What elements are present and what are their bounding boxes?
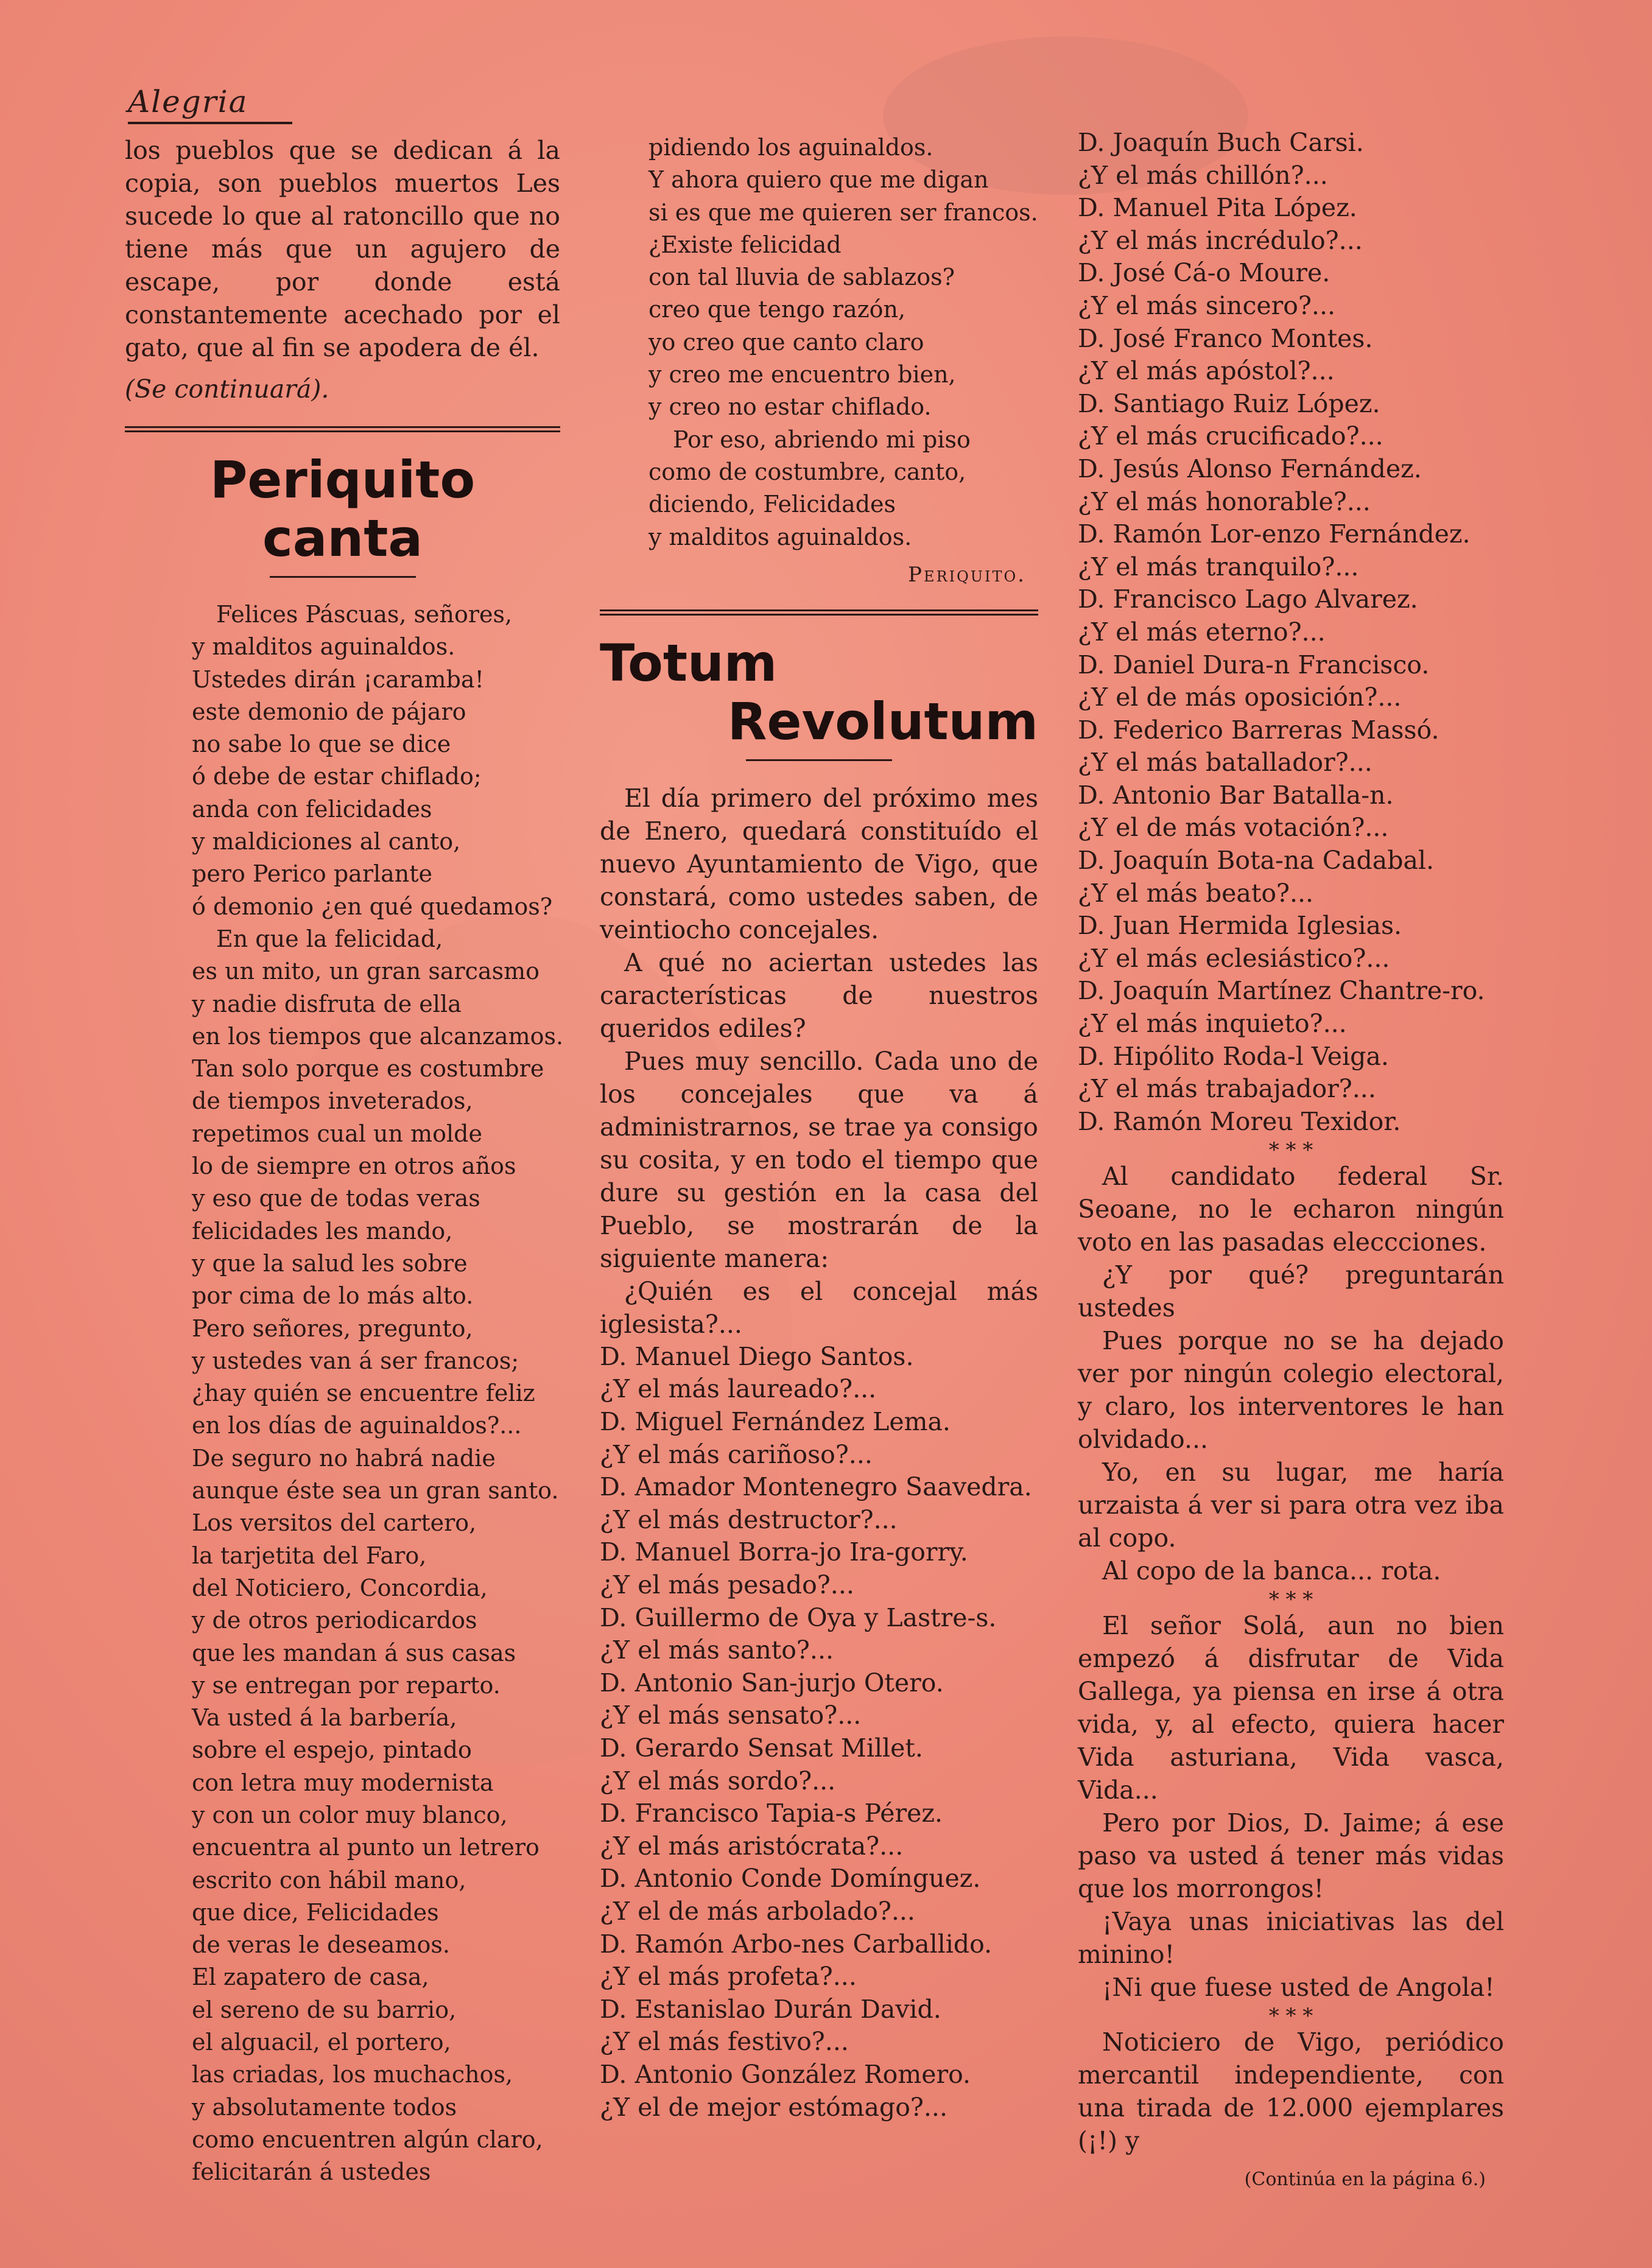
signature: Periquito. bbox=[908, 562, 1026, 587]
title-underline bbox=[270, 576, 416, 578]
paragraph: Pues muy sencillo. Cada uno de los concejales que va á administrarnos, se trae ya consigo su cosita, y en todo el tiempo que dure su gestión en la casa del Pueblo, se mostrarán de la siguiente manera: bbox=[600, 1046, 1038, 1273]
list-item: D. José Cá-o Moure. bbox=[1078, 258, 1330, 288]
list-item: ¿Y el de más arbolado?... bbox=[600, 1896, 915, 1926]
list-item: D. Jesús Alonso Fernández. bbox=[1078, 454, 1422, 483]
verse-line: encuentra al punto un letrero bbox=[192, 1834, 540, 1861]
verse-line: de veras le deseamos. bbox=[192, 1931, 450, 1959]
article-title-revolutum: Revolutum bbox=[727, 691, 1038, 751]
paragraph: ¡Ni que fuese usted de Angola! bbox=[1102, 1973, 1495, 2003]
paragraph: Pero por Dios, D. Jaime; á ese paso va usted á tener más vidas que los morrongos! bbox=[1078, 1808, 1504, 1904]
list-item: ¿Y el más eterno?... bbox=[1078, 617, 1326, 647]
paragraph: Yo, en su lugar, me haría urzaista á ver si para otra vez iba al copo. bbox=[1078, 1458, 1504, 1553]
list-item: D. Ramón Lor-enzo Fernández. bbox=[1078, 519, 1471, 549]
list-item: ¿Y el más incrédulo?... bbox=[1078, 225, 1363, 255]
verse-line: es un mito, un gran sarcasmo bbox=[192, 958, 540, 985]
verse-line: la tarjetita del Faro, bbox=[192, 1542, 427, 1569]
verse-line: y ustedes van á ser francos; bbox=[192, 1347, 519, 1374]
list-item: D. Hipólito Roda-l Veiga. bbox=[1078, 1041, 1389, 1071]
list-item: ¿Y el más santo?... bbox=[600, 1635, 834, 1665]
verse-line: sobre el espejo, pintado bbox=[192, 1736, 472, 1764]
list-item: ¿Y el más laureado?... bbox=[600, 1374, 877, 1404]
verse-line: En que la felicidad, bbox=[216, 925, 443, 952]
list-item: D. Guillermo de Oya y Lastre-s. bbox=[600, 1603, 997, 1632]
verse-line: y creo no estar chiflado. bbox=[648, 393, 932, 421]
section-stars: * * * bbox=[1268, 1587, 1313, 1612]
list-item: ¿Y el más honorable?... bbox=[1078, 486, 1371, 516]
verse-line: como de costumbre, canto, bbox=[648, 458, 966, 485]
verse-line: y de otros periodicardos bbox=[192, 1607, 477, 1634]
verse-line: El zapatero de casa, bbox=[192, 1964, 429, 1991]
verse-line: yo creo que canto claro bbox=[648, 328, 924, 356]
verse-line: escrito con hábil mano, bbox=[192, 1866, 466, 1894]
verse-line: y eso que de todas veras bbox=[192, 1185, 480, 1212]
list-item: ¿Y el más eclesiástico?... bbox=[1078, 943, 1390, 973]
list-item: D. Santiago Ruiz López. bbox=[1078, 388, 1380, 418]
verse-line: y malditos aguinaldos. bbox=[192, 633, 455, 661]
verse-line: en los días de aguinaldos?... bbox=[192, 1412, 522, 1439]
article-title-periquito: Periquito canta bbox=[209, 450, 476, 568]
verse-line: del Noticiero, Concordia, bbox=[192, 1574, 488, 1601]
list-item: ¿Y el más apóstol?... bbox=[1078, 356, 1335, 386]
verse-line: que dice, Felicidades bbox=[192, 1898, 439, 1926]
paragraph: ¿Quién es el concejal más iglesista?... bbox=[600, 1276, 1038, 1339]
list-item: D. Joaquín Buch Carsi. bbox=[1078, 128, 1364, 157]
to-be-continued: (Se continuará). bbox=[125, 374, 329, 404]
list-item: D. Ramón Moreu Texidor. bbox=[1078, 1106, 1401, 1136]
list-item: D. Estanislao Durán David. bbox=[600, 1994, 941, 2024]
verse-line: no sabe lo que se dice bbox=[192, 731, 451, 758]
verse-line: y maldiciones al canto, bbox=[192, 828, 461, 855]
list-item: ¿Y el más cariñoso?... bbox=[600, 1439, 873, 1469]
verse-line: lo de siempre en otros años bbox=[192, 1153, 516, 1180]
list-item: D. Federico Barreras Massó. bbox=[1078, 715, 1439, 745]
verse-line: si es que me quieren ser francos. bbox=[648, 198, 1038, 226]
list-item: ¿Y el más sordo?... bbox=[600, 1766, 836, 1796]
continued-paragraph: los pueblos que se dedican á la copia, son pueblos muertos Les sucede lo que al ratoncillo que no tiene más que un agujero de escape, por donde está constantemente acechado por el gato, que al fin se apodera de él. bbox=[125, 136, 560, 362]
verse-line: y nadie disfruta de ella bbox=[192, 990, 462, 1017]
section-stars: * * * bbox=[1268, 2004, 1313, 2029]
verse-line: como encuentren algún claro, bbox=[192, 2126, 543, 2153]
list-item: ¿Y el más festivo?... bbox=[600, 2027, 849, 2057]
list-item: ¿Y el más beato?... bbox=[1078, 878, 1314, 908]
list-item: D. Manuel Diego Santos. bbox=[600, 1341, 914, 1371]
list-item: ¿Y el más sincero?... bbox=[1078, 290, 1336, 320]
paragraph: ¿Y por qué? preguntarán ustedes bbox=[1078, 1260, 1504, 1323]
verse-line: y malditos aguinaldos. bbox=[648, 523, 912, 550]
verse-line: y con un color muy blanco, bbox=[192, 1801, 508, 1828]
verse-line: Felices Páscuas, señores, bbox=[216, 601, 513, 628]
verse-line: de tiempos inveterados, bbox=[192, 1087, 473, 1115]
section-divider bbox=[600, 609, 1038, 616]
verse-line: ó demonio ¿en qué quedamos? bbox=[192, 893, 553, 920]
verse-line: ¿Existe felicidad bbox=[648, 231, 842, 258]
list-item: ¿Y el más sensato?... bbox=[600, 1701, 862, 1730]
paragraph: Pues porque no se ha dejado ver por ningún colegio electoral, y claro, los interventores le han olvidado... bbox=[1078, 1326, 1504, 1455]
list-item: D. José Franco Montes. bbox=[1078, 323, 1373, 353]
verse-line: y absolutamente todos bbox=[192, 2093, 457, 2121]
verse-line: y creo me encuentro bien, bbox=[648, 361, 956, 388]
title-underline bbox=[746, 759, 892, 761]
paragraph: A qué no aciertan ustedes las características de nuestros queridos ediles? bbox=[600, 947, 1038, 1043]
verse-line: aunque éste sea un gran santo. bbox=[192, 1477, 559, 1504]
verse-line: Por eso, abriendo mi piso bbox=[673, 426, 971, 453]
list-item: D. Antonio Bar Batalla-n. bbox=[1078, 780, 1394, 810]
paragraph: Al copo de la banca... rota. bbox=[1102, 1556, 1441, 1586]
list-item: D. Antonio González Romero. bbox=[600, 2059, 971, 2089]
seoane-note bbox=[1078, 1160, 1504, 1587]
list-item: D. Francisco Tapia-s Pérez. bbox=[600, 1799, 943, 1828]
list-item: D. Gerardo Sensat Millet. bbox=[600, 1733, 923, 1763]
verse-line: De seguro no habrá nadie bbox=[192, 1444, 496, 1472]
verse-line: pidiendo los aguinaldos. bbox=[648, 134, 933, 161]
list-item: ¿Y el más aristócrata?... bbox=[600, 1831, 904, 1861]
verse-line: ó debe de estar chiflado; bbox=[192, 763, 482, 790]
list-item: ¿Y el de más oposición?... bbox=[1078, 683, 1402, 712]
list-item: ¿Y el más crucificado?... bbox=[1078, 421, 1383, 451]
masthead: Alegria bbox=[128, 84, 292, 124]
paragraph: Noticiero de Vigo, periódico mercantil independiente, con una tirada de 12.000 ejemplares (¡!) y bbox=[1078, 2028, 1504, 2156]
list-item: ¿Y el más chillón?... bbox=[1078, 160, 1328, 190]
list-item: ¿Y el más profeta?... bbox=[600, 1962, 857, 1992]
list-item: ¿Y el más inquieto?... bbox=[1078, 1009, 1347, 1039]
verse-line: creo que tengo razón, bbox=[648, 296, 906, 323]
verse-line: en los tiempos que alcanzamos. bbox=[192, 1022, 564, 1050]
list-item: D. Ramón Arbo-nes Carballido. bbox=[600, 1929, 993, 1959]
verse-line: por cima de lo más alto. bbox=[192, 1282, 474, 1310]
verse-line: las criadas, los muchachos, bbox=[192, 2061, 513, 2088]
list-item: ¿Y el de mejor estómago?... bbox=[600, 2092, 947, 2122]
verse-line: que les mandan á sus casas bbox=[192, 1639, 516, 1666]
verse-line: Pero señores, pregunto, bbox=[192, 1315, 473, 1342]
section-divider bbox=[125, 426, 560, 432]
list-item: ¿Y el de más votación?... bbox=[1078, 813, 1389, 843]
verse-line: diciendo, Felicidades bbox=[648, 491, 896, 518]
verse-line: Y ahora quiero que me digan bbox=[648, 166, 989, 194]
continued-note: (Continúa en la página 6.) bbox=[1244, 2169, 1486, 2191]
sola-note bbox=[1078, 1609, 1504, 2004]
concejales-list-cont bbox=[1078, 127, 1504, 1138]
verse-line: con tal lluvia de sablazos? bbox=[648, 264, 955, 291]
verse-line: Ustedes dirán ¡caramba! bbox=[192, 665, 484, 693]
verse-line: este demonio de pájaro bbox=[192, 698, 466, 725]
verse-line: y que la salud les sobre bbox=[192, 1249, 468, 1277]
verse-line: Va usted á la barbería, bbox=[192, 1704, 457, 1732]
verse-line: anda con felicidades bbox=[192, 795, 432, 823]
verse-line: con letra muy modernista bbox=[192, 1769, 494, 1796]
verse-line: pero Perico parlante bbox=[192, 860, 433, 888]
verse-line: y se entregan por reparto. bbox=[192, 1671, 501, 1699]
totum-intro bbox=[600, 782, 1038, 1341]
verse-line: felicidades les mando, bbox=[192, 1217, 453, 1245]
periquito-verse-cont bbox=[600, 132, 1038, 553]
column-3 bbox=[1078, 127, 1504, 2196]
list-item: D. Amador Montenegro Saavedra. bbox=[600, 1472, 1032, 1502]
list-item: D. Antonio San-jurjo Otero. bbox=[600, 1668, 944, 1697]
column-1 bbox=[125, 134, 564, 2189]
verse-line: Tan solo porque es costumbre bbox=[192, 1055, 544, 1083]
list-item: ¿Y el más trabajador?... bbox=[1078, 1074, 1376, 1104]
verse-line: el alguacil, el portero, bbox=[192, 2029, 451, 2056]
continued-article bbox=[125, 134, 560, 406]
section-stars: * * * bbox=[1268, 1138, 1313, 1163]
paragraph: Al candidato federal Sr. Seoane, no le echaron ningún voto en las pasadas eleccciones. bbox=[1078, 1162, 1504, 1257]
verse-line: ¿hay quién se encuentre feliz bbox=[192, 1380, 535, 1407]
list-item: D. Francisco Lago Alvarez. bbox=[1078, 585, 1418, 614]
list-item: ¿Y el más tranquilo?... bbox=[1078, 552, 1359, 581]
paragraph: El día primero del próximo mes de Enero, quedará constituído el nuevo Ayuntamiento de Vigo, que constará, como ustedes saben, de veintiocho concejales. bbox=[600, 783, 1038, 944]
list-item: D. Daniel Dura-n Francisco. bbox=[1078, 650, 1430, 679]
list-item: D. Juan Hermida Iglesias. bbox=[1078, 911, 1402, 941]
paragraph: ¡Vaya unas iniciativas las del minino! bbox=[1078, 1907, 1504, 1970]
verse-line: felicitarán á ustedes bbox=[192, 2158, 431, 2186]
list-item: ¿Y el más pesado?... bbox=[600, 1570, 854, 1600]
list-item: D. Miguel Fernández Lema. bbox=[600, 1407, 951, 1437]
periquito-verse bbox=[125, 599, 564, 2189]
paragraph: El señor Solá, aun no bien empezó á disfrutar de Vida Gallega, ya piensa en irse á otra vida, y, al efecto, quiera hacer Vida asturiana, Vida vasca, Vida... bbox=[1078, 1611, 1504, 1805]
list-item: D. Manuel Borra-jo Ira-gorry. bbox=[600, 1537, 968, 1567]
list-item: ¿Y el más batallador?... bbox=[1078, 748, 1373, 778]
list-item: D. Manuel Pita López. bbox=[1078, 193, 1357, 223]
list-item: D. Antonio Conde Domínguez. bbox=[600, 1864, 981, 1894]
verse-line: Los versitos del cartero, bbox=[192, 1509, 477, 1537]
noticiero-note bbox=[1078, 2026, 1504, 2157]
article-title-totum: Totum bbox=[600, 633, 778, 693]
list-item: D. Joaquín Bota-na Cadabal. bbox=[1078, 846, 1435, 876]
verse-line: el sereno de su barrio, bbox=[192, 1996, 457, 2023]
list-item: D. Joaquín Martínez Chantre-ro. bbox=[1078, 976, 1485, 1006]
column-2 bbox=[600, 132, 1038, 2124]
list-item: ¿Y el más destructor?... bbox=[600, 1504, 898, 1534]
concejales-list bbox=[600, 1341, 1038, 2124]
verse-line: repetimos cual un molde bbox=[192, 1120, 482, 1147]
